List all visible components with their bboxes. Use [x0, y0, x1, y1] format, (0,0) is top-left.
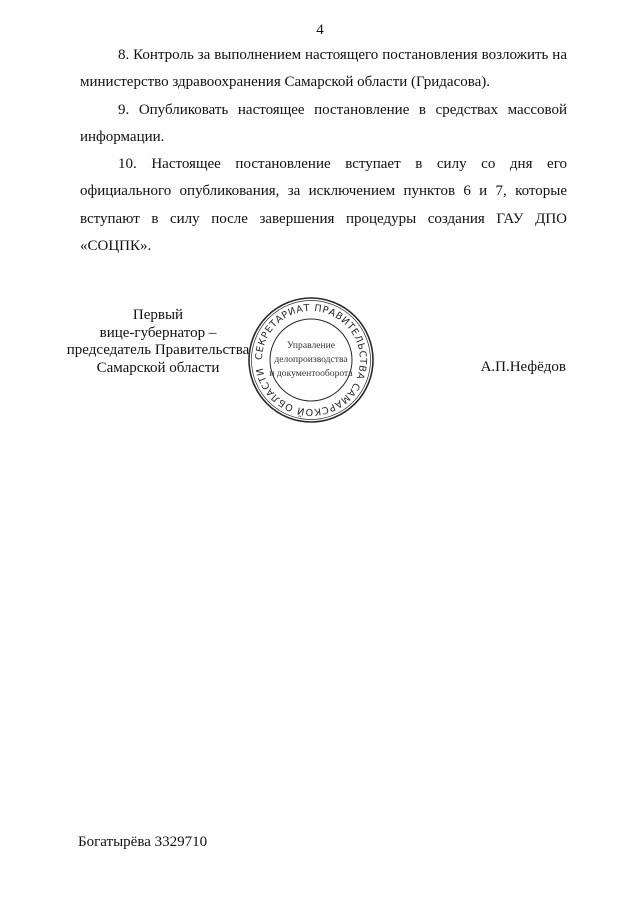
- paragraph-8: 8. Контроль за выполнением настоящего постановления возложить на министерство здравоохранения Самарской области (Гридасова).: [80, 47, 567, 91]
- seal-center-line: и документооборота: [269, 368, 353, 379]
- seal-center-line: Управление: [286, 340, 336, 351]
- position-line: вице-губернатор –: [99, 324, 217, 341]
- official-seal-stamp: [247, 296, 375, 424]
- signatory-position: [40, 307, 276, 377]
- paragraph-9: 9. Опубликовать настоящее постановление в средствах массовой информации.: [80, 101, 567, 145]
- seal-graphic: [247, 296, 375, 424]
- seal-ring-text: СЕКРЕТАРИАТ ПРАВИТЕЛЬСТВА САМАРСКОЙ ОБЛАСТИ: [253, 302, 369, 418]
- seal-center-line: делопроизводства: [274, 354, 348, 365]
- page-number: 4: [316, 22, 324, 38]
- signatory-name: А.П.Нефёдов: [480, 359, 566, 375]
- position-line: Самарской области: [96, 359, 220, 376]
- position-line: Первый: [132, 307, 184, 323]
- paragraph-10: 10. Настоящее постановление вступает в силу со дня его официального опубликования, за исключением пунктов 6 и 7, которые вступают в силу после завершения процедуры создания ГАУ ДПО «СОЦПК».: [80, 156, 567, 255]
- executor-contact: Богатырёва 3329710: [78, 834, 208, 850]
- position-line: председатель Правительства: [66, 342, 250, 358]
- document-body: [80, 42, 567, 260]
